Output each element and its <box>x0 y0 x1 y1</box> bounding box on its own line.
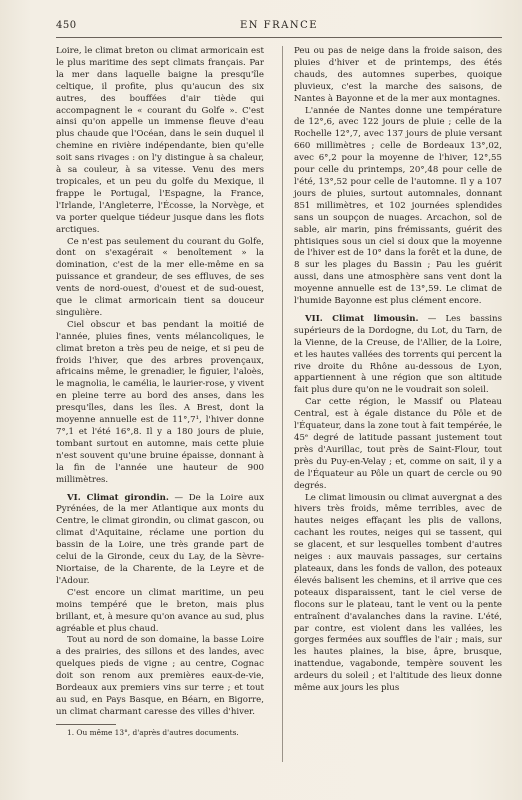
right-column <box>294 46 502 695</box>
running-title: EN FRANCE <box>239 20 319 31</box>
paragraph: C'est encore un climat maritime, un peu moins tempéré que le breton, mais plus brillant, et, à mesure qu'on avance au sud, plus agréable et plus chaud. <box>56 587 264 634</box>
section-heading: VII. Climat limousin. <box>305 313 419 324</box>
section-text: — De la Loire aux Pyrénées, de la mer Atlantique aux monts du Centre, le climat girondin, ou climat gascon, ou climat d'Aquitaine, réclame une portion du bassin de la Loire, une très grande part de celui de la Gironde, ceux du Lay, de la Sèvre-Niortaise, de la Charente, de la Leyre et de l'Adour. <box>56 492 264 586</box>
section-heading: VI. Climat girondin. <box>67 492 169 503</box>
paragraph: Peu ou pas de neige dans la froide saison, des pluies d'hiver et de printemps, des étés chauds, des automnes superbes, quoique pluvieux, c'est la marche des saisons, de Nantes à Bayonne et de la mer aux montagnes. <box>294 46 502 104</box>
paragraph: Car cette région, le Massif ou Plateau Central, est à égale distance du Pôle et de l'Équateur, dans la zone tout à fait tempérée, le 45ᵉ degré de latitude passant justement tout près d'Aurillac, tout près de Saint-Flour, tout près du Puy-en-Velay ; et, comme on sait, il y a de l'Équateur au Pôle un quart de cercle ou 90 degrés. <box>294 397 502 491</box>
paragraph: Le climat limousin ou climat auvergnat a des hivers très froids, même terribles, avec de hautes neiges effaçant les plis de vallons, cachant les routes, neiges qui se tassent, qui se glacent, et sur lesquelles tombent d'autres neiges : aux mauvais passages, sur certains plateaux, dans les fonds de vallon, des poteaux élevés balisent les chemins, et il arrive que ces poteaux disparaissent, tant le ciel verse de flocons sur le plateau, tant le vent ou la pente entraînent d'avalanches dans la ravine. L'été, par contre, est violent dans les vallées, les gorges fermées aux souffles de l'air ; mais, sur les hautes plaines, la bise, âpre, brusque, inattendue, vagabonde, tempère souvent les ardeurs du soleil ; et l'altitude des lieux donne même aux jours les plus <box>294 492 502 694</box>
paragraph: Ce n'est pas seulement du courant du Golfe, dont on s'exagérait « benoîtement » la domination, c'est de la mer elle-même en sa puissance et grandeur, de ses effluves, de ses vents de nord-ouest, d'ouest et de sud-ouest, que le climat armoricain tient sa douceur singulière. <box>56 236 264 318</box>
paragraph: Tout au nord de son domaine, la basse Loire a des prairies, des sillons et des landes, avec quelques pieds de vigne ; au centre, Cognac doit son renom aux premières eaux-de-vie, Bordeaux aux premiers vins sur terre ; et tout au sud, en Pays Basque, en Béarn, en Bigorre, un climat charmant caresse des villes d'hiver. <box>56 635 264 717</box>
paragraph: Loire, le climat breton ou climat armoricain est le plus maritime des sept climats français. Par la mer dans laquelle baigne la presqu'île celtique, il profite, plus qu'aucun des six autres, des bouffées d'air tiède qui accompagnent le « courant du Golfe ». C'est ainsi qu'on appelle un immense fleuve d'eau plus chaude que l'Océan, dans le sein duquel il chemine en rivière indépendante, bien qu'elle soit sans rivages : on l'y distingue à sa chaleur, à sa couleur, à sa vitesse. Venu des mers tropicales, et un peu du golfe du Mexique, il frappe le Portugal, l'Espagne, la France, l'Irlande, l'Angleterre, l'Écosse, la Norvège, et va porter quelque tiédeur jusque dans les flots arctiques. <box>56 46 264 235</box>
section-paragraph <box>56 493 264 588</box>
paragraph: L'année de Nantes donne une température de 12°,6, avec 122 jours de pluie ; celle de la Rochelle 12°,7, avec 137 jours de pluie versant 660 millimètres ; celle de Bordeaux 13°,02, avec 6°,2 pour la moyenne de l'hiver, 12°,55 pour celle du printemps, 20°,48 pour celle de l'été, 13°,52 pour celle de l'automne. Il y a 107 jours de pluies, surtout automnales, donnant 851 millimètres, et 102 journées splendides sans un soupçon de nuages. Arcachon, sol de sable, air marin, pins frémissants, guérit des phtisiques sous un ciel si doux que la moyenne de l'hiver est de 10° dans la forêt et la dune, de 8 sur les plages du Bassin ; Pau les guérit aussi, dans une atmosphère sans vent dont la moyenne annuelle est de 13°,59. Le climat de l'humide Bayonne est plus clément encore. <box>294 105 502 307</box>
page-number: 450 <box>56 20 77 31</box>
footnote-rule <box>56 724 116 725</box>
section-text: — Les bassins supérieurs de la Dordogne, du Lot, du Tarn, de la Vienne, de la Creuse, de l'Allier, de la Loire, et les hautes vallées des torrents qui percent la rive droite du Rhône au-dessous de Lyon, appartiennent à une région que son altitude fait plus dure qu'on ne le voudrait son soleil. <box>294 313 502 396</box>
header-rule <box>56 37 502 38</box>
column-divider <box>282 46 283 762</box>
section-paragraph <box>294 314 502 397</box>
page-header <box>56 20 502 34</box>
footnote: 1. Ou même 13°, d'après d'autres documents. <box>67 727 239 737</box>
left-column <box>56 46 264 738</box>
paragraph: Ciel obscur et bas pendant la moitié de l'année, pluies fines, vents mélancoliques, le climat breton a très peu de neige, et si peu de froids l'hiver, que des arbres provençaux, africains même, le grenadier, le figuier, l'aloès, le magnolia, le camélia, le laurier-rose, y vivent en pleine terre au bord des anses, dans les presqu'îles, dans les îles. A Brest, dont la moyenne annuelle est de 11°,7¹, l'hiver donne 7°,1 et l'été 16°,8. Il y a 180 jours de pluie, tombant surtout en automne, mais cette pluie n'est souvent qu'une bruine épaisse, donnant à la fin de l'année une hauteur de 900 millimètres. <box>56 319 264 485</box>
